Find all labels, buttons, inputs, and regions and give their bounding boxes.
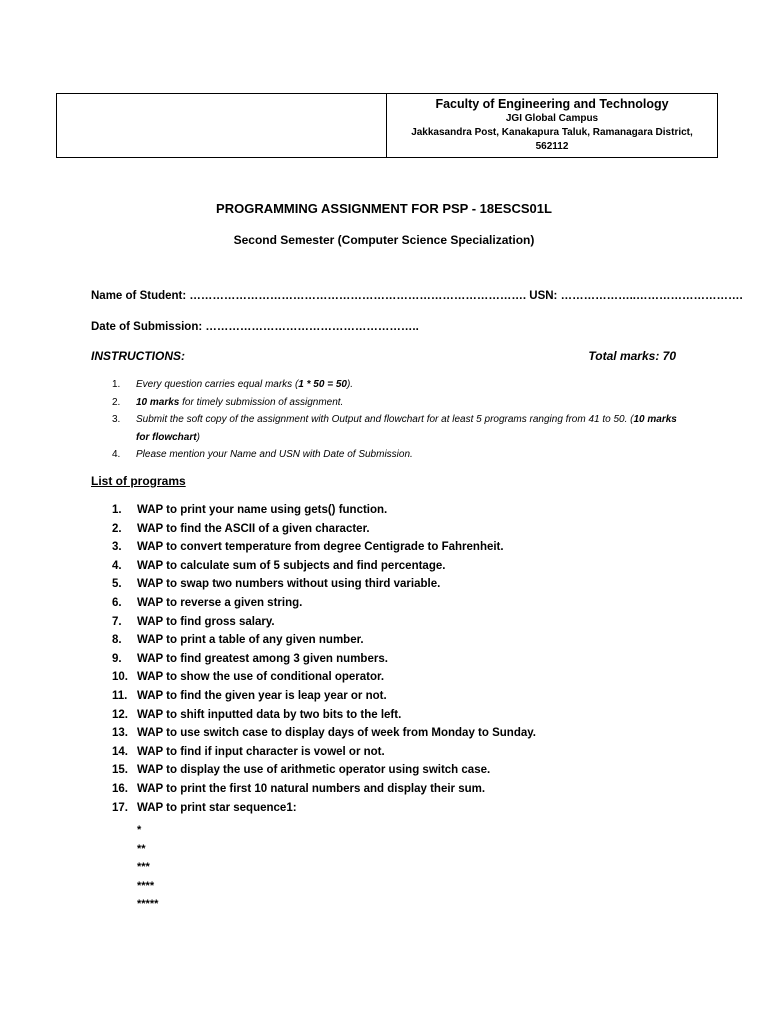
instruction-text: Every question carries equal marks (1 * 50 = 50). <box>136 379 354 390</box>
program-number: 14. <box>112 745 128 758</box>
program-number: 5. <box>112 578 122 591</box>
program-text: WAP to find the ASCII of a given character. <box>137 522 370 535</box>
instruction-number: 3. <box>112 414 121 425</box>
program-text: WAP to print your name using gets() function. <box>137 504 388 516</box>
instructions-label: INSTRUCTIONS: <box>91 349 185 363</box>
instruction-text: Submit the soft copy of the assignment with Output and flowchart for at least 5 programs ranging from 41 to 50. (10 marks for flowchart) <box>136 414 677 443</box>
program-number: 7. <box>112 615 122 628</box>
program-item <box>112 501 536 520</box>
program-number: 13. <box>112 727 128 740</box>
program-number: 3. <box>112 541 122 554</box>
star-row: *** <box>137 861 150 874</box>
program-number: 17. <box>112 801 128 814</box>
program-number: 15. <box>112 764 128 777</box>
program-number: 8. <box>112 634 122 647</box>
program-number: 9. <box>112 652 122 665</box>
campus-pincode: 562112 <box>535 141 569 152</box>
program-item <box>112 724 536 743</box>
program-item <box>112 780 536 799</box>
program-item <box>112 743 536 762</box>
program-number: 16. <box>112 782 128 795</box>
assignment-subtitle: Second Semester (Computer Science Specialization) <box>233 233 535 247</box>
instruction-number: 4. <box>112 449 121 460</box>
program-text: WAP to find the given year is leap year or not. <box>137 689 387 702</box>
instruction-item <box>112 411 682 446</box>
total-marks: Total marks: 70 <box>588 349 676 363</box>
submission-date-field: Date of Submission: ……………………………………………….. <box>91 321 419 333</box>
program-text: WAP to display the use of arithmetic operator using switch case. <box>137 764 491 777</box>
program-number: 1. <box>112 504 122 516</box>
program-text: WAP to find if input character is vowel or not. <box>137 745 385 758</box>
instruction-number: 1. <box>112 379 121 390</box>
program-item <box>112 799 536 818</box>
program-item <box>112 650 536 669</box>
program-number: 6. <box>112 596 122 609</box>
campus-address: Jakkasandra Post, Kanakapura Taluk, Ramanagara District, <box>411 127 693 138</box>
program-text: WAP to print the first 10 natural numbers and display their sum. <box>137 782 486 795</box>
star-sequence <box>137 821 158 914</box>
program-text: WAP to use switch case to display days of week from Monday to Sunday. <box>137 727 536 740</box>
program-text: WAP to print a table of any given number. <box>137 634 364 647</box>
instruction-text: 10 marks for timely submission of assignment. <box>136 396 344 408</box>
header-empty-cell <box>57 94 387 157</box>
program-number: 10. <box>112 671 128 684</box>
program-item <box>112 557 536 576</box>
student-name-usn-field: Name of Student: ……………………………………………………………………………. USN: ………………..………………………. <box>91 290 743 302</box>
program-list <box>112 501 536 817</box>
program-text: WAP to shift inputted data by two bits to the left. <box>137 708 402 721</box>
header-table <box>56 93 718 158</box>
program-item <box>112 761 536 780</box>
program-item <box>112 520 536 539</box>
campus-name: JGI Global Campus <box>505 113 599 124</box>
program-number: 12. <box>112 708 128 721</box>
instruction-item <box>112 446 682 464</box>
instruction-item <box>112 394 682 412</box>
program-number: 2. <box>112 522 122 535</box>
program-text: WAP to find greatest among 3 given numbers. <box>137 652 388 665</box>
star-row: * <box>137 824 142 836</box>
program-item <box>112 538 536 557</box>
program-text: WAP to find gross salary. <box>137 615 275 628</box>
program-list-heading: List of programs <box>91 474 186 488</box>
program-text: WAP to convert temperature from degree Centigrade to Fahrenheit. <box>137 541 504 554</box>
program-number: 4. <box>112 559 122 572</box>
program-item <box>112 613 536 632</box>
program-text: WAP to swap two numbers without using third variable. <box>137 578 441 591</box>
faculty-name: Faculty of Engineering and Technology <box>435 97 669 111</box>
program-item <box>112 631 536 650</box>
star-row: **** <box>137 879 155 892</box>
program-text: WAP to show the use of conditional operator. <box>137 671 385 684</box>
instruction-item <box>112 376 682 394</box>
program-item <box>112 594 536 613</box>
star-row: ** <box>137 842 146 855</box>
instructions-header <box>91 349 676 363</box>
assignment-title: PROGRAMMING ASSIGNMENT FOR PSP - 18ESCS01L <box>216 201 552 216</box>
program-text: WAP to print star sequence1: <box>137 801 297 814</box>
instruction-text: Please mention your Name and USN with Date of Submission. <box>136 449 413 460</box>
program-text: WAP to calculate sum of 5 subjects and find percentage. <box>137 559 446 572</box>
program-item <box>112 687 536 706</box>
star-row: ***** <box>137 898 159 911</box>
instruction-number: 2. <box>112 396 121 408</box>
instructions-list <box>112 376 682 464</box>
header-institution-cell <box>387 94 717 157</box>
program-item <box>112 706 536 725</box>
program-text: WAP to reverse a given string. <box>137 596 303 609</box>
program-number: 11. <box>112 689 128 702</box>
program-item <box>112 575 536 594</box>
program-item <box>112 668 536 687</box>
